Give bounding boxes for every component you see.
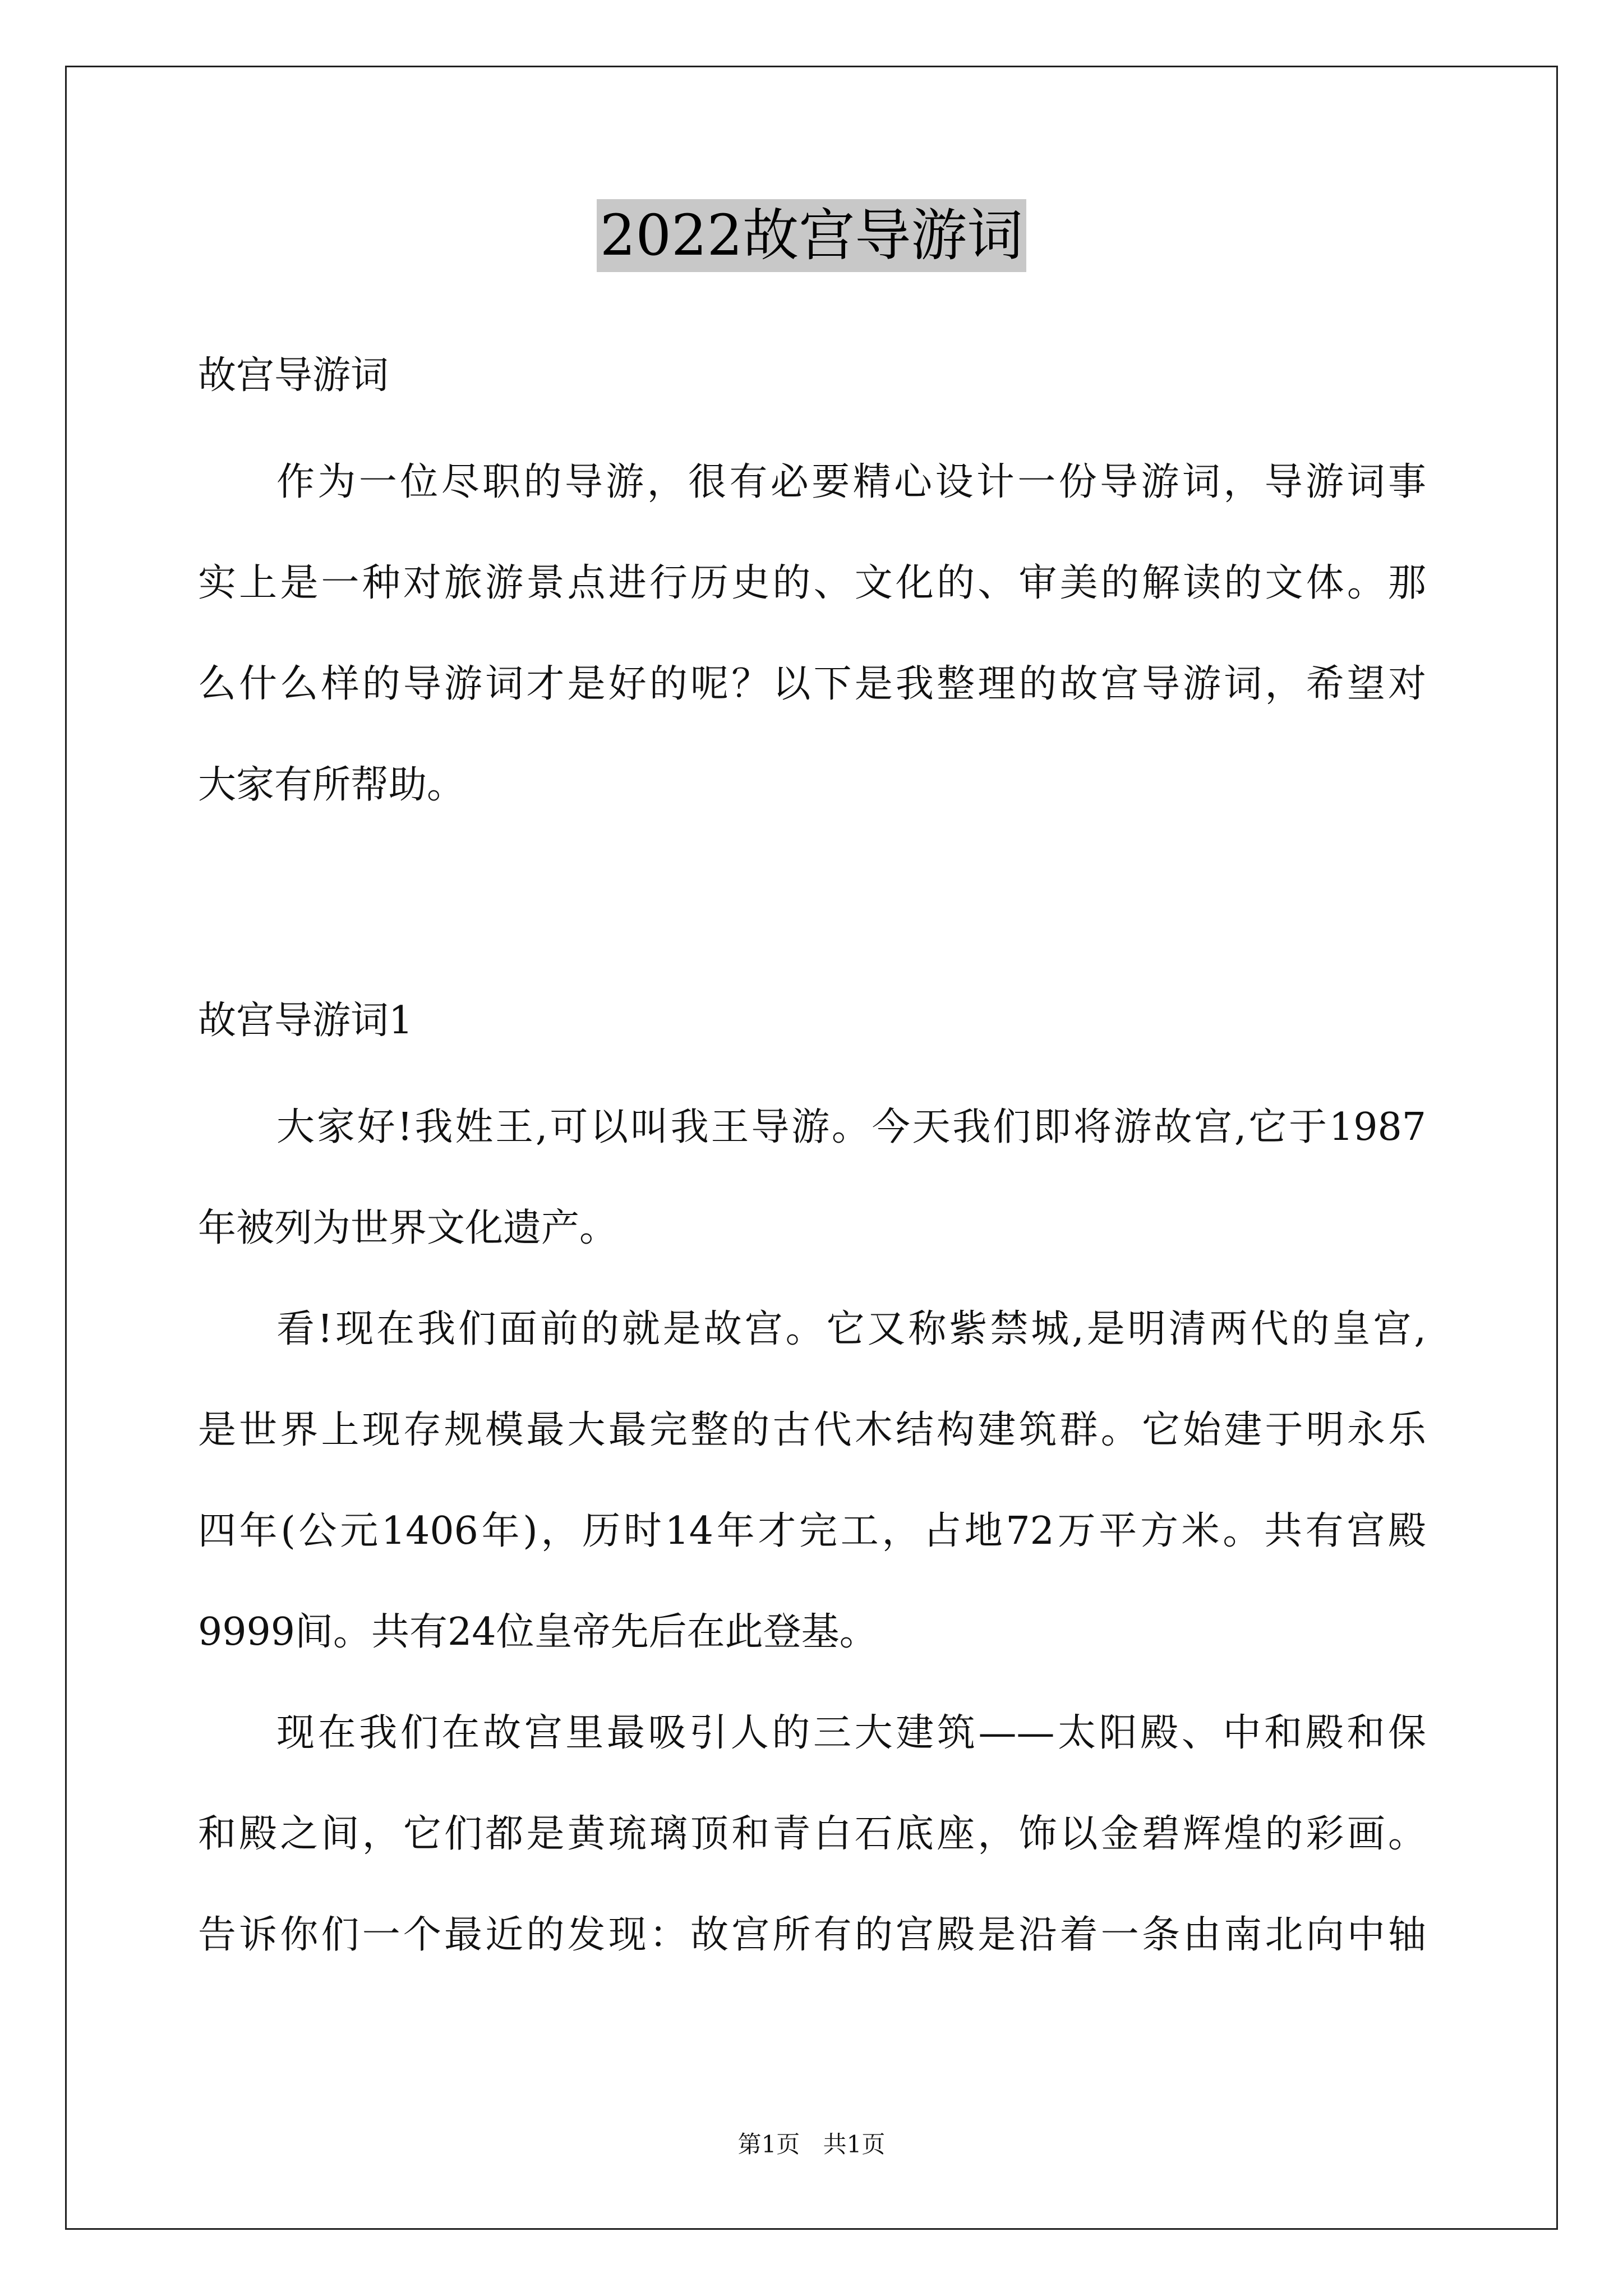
paragraph-line: 大家好!我姓王,可以叫我王导游。今天我们即将游故宫,它于1987 xyxy=(276,1105,1426,1149)
paragraph-line: 是世界上现存规模最大最完整的古代木结构建筑群。它始建于明永乐 xyxy=(198,1408,1426,1452)
paragraph-line: 告诉你们一个最近的发现：故宫所有的宫殿是沿着一条由南北向中轴 xyxy=(198,1913,1426,1957)
paragraph-line: 年被列为世界文化遗产。 xyxy=(198,1206,618,1250)
subtitle: 故宫导游词 xyxy=(198,353,389,398)
section-heading: 故宫导游词1 xyxy=(198,999,413,1043)
paragraph-line: 现在我们在故宫里最吸引人的三大建筑——太阳殿、中和殿和保 xyxy=(276,1711,1426,1755)
intro-line: 大家有所帮助。 xyxy=(198,763,465,807)
paragraph-line: 和殿之间，它们都是黄琉璃顶和青白石底座，饰以金碧辉煌的彩画。 xyxy=(198,1812,1426,1856)
document-title: 2022故宫导游词 xyxy=(597,199,1027,272)
intro-line: 作为一位尽职的导游，很有必要精心设计一份导游词，导游词事 xyxy=(276,460,1426,504)
intro-line: 么什么样的导游词才是好的呢？以下是我整理的故宫导游词，希望对 xyxy=(198,662,1426,706)
title-block xyxy=(0,199,1623,272)
page-count: 共1页 xyxy=(823,2131,886,2158)
intro-line: 实上是一种对旅游景点进行历史的、文化的、审美的解读的文体。那 xyxy=(198,561,1426,605)
paragraph-line: 看!现在我们面前的就是故宫。它又称紫禁城,是明清两代的皇宫, xyxy=(276,1307,1426,1351)
page-footer xyxy=(0,2129,1623,2160)
paragraph-line: 四年(公元1406年)，历时14年才完工，占地72万平方米。共有宫殿 xyxy=(198,1509,1426,1553)
page-number: 第1页 xyxy=(737,2131,800,2158)
paragraph-line: 9999间。共有24位皇帝先后在此登基。 xyxy=(198,1610,878,1654)
